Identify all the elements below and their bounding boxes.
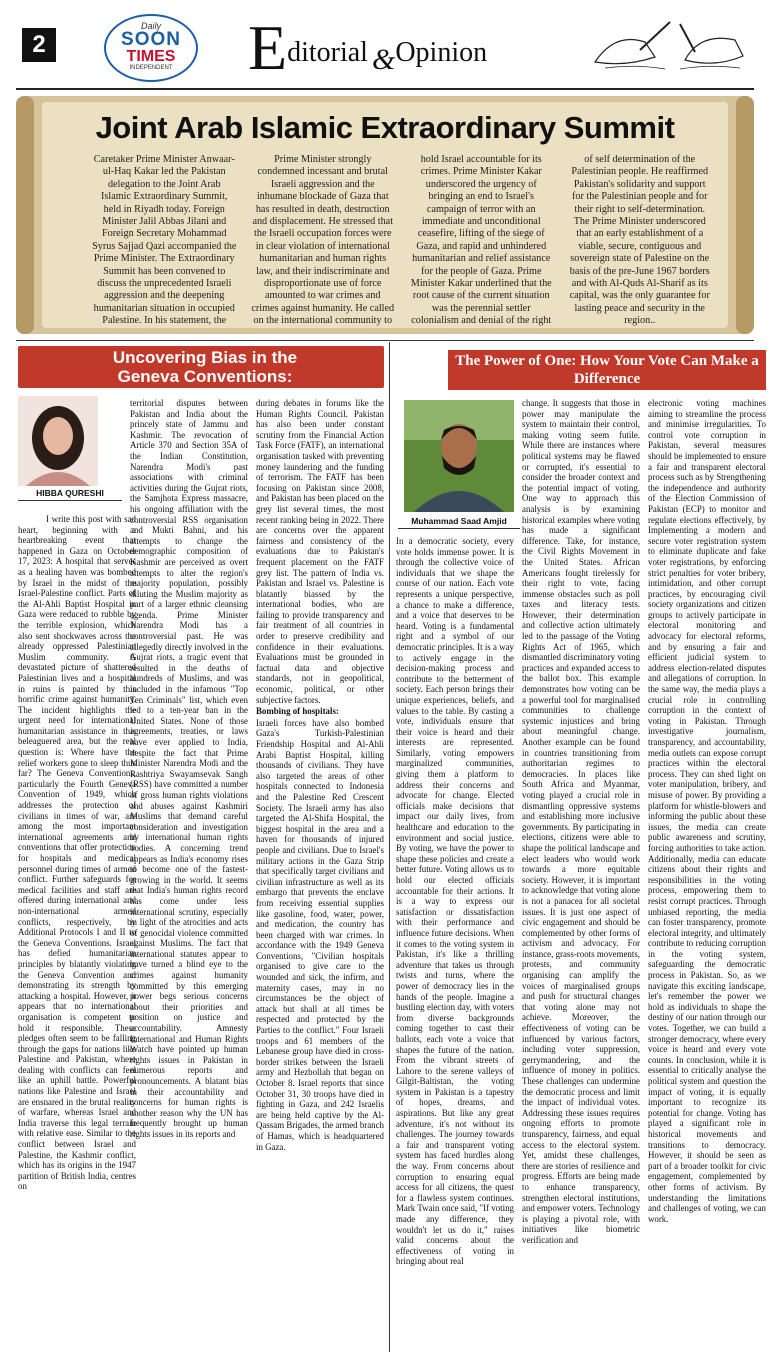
section-title-ampersand: & [371, 43, 396, 76]
author-name: Muhammad Saad Amjid [398, 516, 520, 529]
writing-hands-icon [585, 12, 750, 72]
logo-times: TIMES [126, 48, 176, 65]
author-photo [404, 400, 514, 512]
right-article-text-2: change. It suggests that those in power may manipulate the system to maintain their control, making voting seem futile. While there are instances where political systems may be flawed or corrupted, it's essential to consider the broader context and the potential impact of voting. One way to approach this analysis is by examining historical examples where voting has made a significant difference. Take, for instance, the Civil Rights Movement in the United States. African Americans fought tirelessly for their right to vote, facing immense obstacles such as poll taxes and literacy tests. However, their determination and collective action ultimately led to the passage of the Voting Rights Act of 1965, which dismantled discriminatory voting practices and expanded access to the ballot box. This example demonstrates how voting can be a powerful tool for marginalised communities to challenge systemic injustices and bring about meaningful change. Another example can be found in countries transitioning from authoritarian regimes to democracies. In places like South Africa and Myanmar, voting played a crucial role in dismantling oppressive systems and establishing more inclusive governments. By participating in elections, citizens were able to shape the political landscape and elect leaders who would work towards a more equitable society. However, it is important to acknowledge that voting alone is not a panacea for all societal issues. It is just one aspect of civic engagement and should be complemented by other forms of activism and advocacy. For instance, grass-roots movements, protests, and community organising can amplify the voices of marginalised groups and push for structural changes that voting alone may not achieve. Moreover, the effectiveness of voting can be influenced by various factors, including voter suppression, gerrymandering, and the influence of money in politics. These challenges can undermine the democratic process and limit the impact of individual votes. Addressing these issues requires ongoing efforts to promote transparency, fairness, and equal access to the electoral system. Yet, amidst these challenges, there are stories of resilience and progress. Efforts are being made to enhance transparency, strengthen electoral institutions, and empower voters. Technology is playing a pivotal role, with initiatives like biometric verification and [522, 398, 640, 1245]
left-article-column-1 [18, 514, 136, 1352]
newspaper-logo[interactable] [104, 14, 198, 82]
left-article-text-2: territorial disputes between Pakistan and India about the princely state of Jammu and Kashmir. The revocation of Article 370 and Section 35A of the Indian Constitution, Narendra Modi's past associations with criminal activities during the Gujrat riots, the Samjhota Express massacre, his ongoing affiliation with the controversial RSS organisation and Mukti Bahni, and his attempts to change the demographic composition of Kashmir are perceived as overt attempts to alter the region's majority population, possibly diluting the Muslim majority as part of a larger ethnic cleansing agenda. Prime Minister Narendra Modi has a controversial past. He was allegedly directly involved in the Gujrat riots, a tragic event that resulted in the deaths of hundreds of Muslims, and was included in the infamous "Top Ten Criminals" list, which even led to a ten-year ban in the United States. None of those agreements, treaties, or laws have ever applied to India, despite the fact that Prime Minister Narendra Modi and the Rashtriya Swayamsevak Sangh (RSS) have committed a number of gross human rights violations and abuses against Kashmiri Muslims that demand careful consideration and investigation by international human rights bodies. A concerning trend appears as India's economy rises to become one of the fastest-growing in the world. It seems that India's human rights record has come under less international scrutiny, especially in light of the atrocities and acts of genocidal violence committed against Muslims. The fact that international statutes appear to have turned a blind eye to the crimes against humanity committed by this emerging power begs serious concerns about their priorities and position on justice and accountability. Amnesty International and Human Rights Watch have pointed up human rights issues in Pakistan in numerous reports and pronouncements. A blatant bias in their accountability and concerns for human rights is another reason why the UN has frequently brought up human rights issues in its reports and [130, 398, 248, 1139]
right-article-column-1 [396, 536, 514, 1352]
header-rule [16, 88, 754, 90]
section-title-editorial: ditorial [287, 37, 368, 68]
right-article-title: The Power of One: How Your Vote Can Make a Difference [455, 353, 759, 387]
right-article-column-3 [648, 398, 766, 1352]
author-portrait-icon [404, 400, 514, 512]
left-article-column-2 [130, 398, 248, 1352]
left-article-title: Uncovering Bias in the Geneva Conventions: [112, 348, 298, 386]
author-name: HIBBA QURESHI [18, 488, 122, 501]
logo-subtitle: INDEPENDENT [129, 65, 173, 71]
left-article-text-1: I write this post with sad heart, beginning with a heartbreaking event that happened in Gaza on October 17, 2023: A hospital that serves as a healing haven was bombed by Israel in the midst of the Israel-Palestine conflict. Parts of the Al-Ahli Baptist Hospital in Gaza were reduced to rubble by the terrible explosion, which also sent shockwaves across the already oppressed Palestinian Muslim community. A devastated picture of shattered Palestinian lives and a hospital in ruins is painted by this horrific crime against humanity. The incident highlights the urgent need for international humanitarian assistance in this beleaguered area, but the real question is: Where have the relief workers gone to sleep thus far? The Geneva Conventions, particularly the Fourth Geneva Convention of 1949, which addresses the protection of civilians in times of war, are among the most important international agreements and conventions that offer protection for hospitals and medical personnel during times of armed conflict. Further safeguards for medical facilities and staff are offered during international and non-international armed conflicts, respectively, by Additional Protocols I and II to the Geneva Conventions. Israel has defied humanitarian principles by blatantly violating the Geneva Convention and demonstrating its strength by attacking a hospital. However, it appears that no international organisation is competent to hold it responsible. These pledges often seem to be falling through the gaps for nations like Palestine and Pakistan, where dealing with conflicts can feel like an uphill battle. Powerful nations like Palestine and Israel are ensnared in the brutal reality of warfare, whereas Israel and India traverse this legal terrain with relative ease. Similar to the conflict between Israel and Palestine, the Kashmir conflict, which has its origins in the 1947 partition of British India, centres on [18, 514, 136, 1192]
page-number: 2 [22, 28, 56, 62]
subheading-bombing: Bombing of hospitals: [256, 706, 339, 717]
logo-daily: Daily [140, 21, 161, 31]
left-article-banner [18, 346, 384, 388]
section-divider [16, 340, 754, 341]
right-article-text-3: electronic voting machines aiming to streamline the process and minimise irregularities. To control vote corruption in Pakistan, several measures should be implemented to ensure a fair and transparent electoral process such as by Strengthening the independence and authority of the Election Commission of Pakistan (ECP) to monitor and regulate elections effectively, by Implementing a modern and secure voter registration system to eliminate duplicate and fake voter registrations, by enforcing strict penalties for voter bribery, intimidation, and other corrupt practices, by encouraging civil society organizations and citizen groups to actively participate in electoral monitoring and advocacy for electoral reforms, and by ensuring a fair and efficient judicial system to address election-related disputes and allegations of corruption. In the same way, the media plays a crucial role in controlling corruption in the context of voting in Pakistan. Through investigative journalism, transparency, and accountability, media outlets can expose corrupt practices within the electoral process. They can shed light on voter manipulation, bribery, and misuse of power. By providing a platform for whistle-blowers and informing the public about these issues, the media can create public awareness and scrutiny, forcing authorities to take action. Additionally, media can educate citizens about their rights and responsibilities in the voting process, empowering them to resist corrupt practices. Through unbiased reporting, the media can foster transparency, promote electoral integrity, and ultimately contribute to reducing corruption in the voting system, safeguarding the democratic process in Pakistan. So, as we navigate this exciting landscape, let's remember the power we hold as individuals to shape the destiny of our nation through our votes. Together, we can build a stronger democracy, where every voice is heard and every vote counts. In conclusion, while it is essential to critically analyse the political system and question the impact of voting, it is equally important to recognize its potential for change. Voting has played a significant role in historical movements and transitions to democracy. However, it should be seen as part of a broader toolkit for civic engagement, complemented by other forms of activism. By understanding the limitations and challenges of voting, we can work. [648, 398, 766, 1224]
editorial-scroll [20, 96, 750, 334]
author-portrait-icon [18, 396, 98, 486]
section-title [248, 8, 487, 88]
editorial-headline: Joint Arab Islamic Extraordinary Summit [95, 110, 675, 145]
left-article-column-3 [256, 398, 384, 1352]
editorial-body: Caretaker Prime Minister Anwaar-ul-Haq Kakar led the Pakistan delegation to the Joint Arab Islamic Extraordinary Summit, held in Riyadh today. Foreign Minister Jalil Abbas Jilani and Foreign Secretary Mohammad Syrus Sajjad Qazi accompanied the Prime Minister. The Extraordinary Summit has been convened to discuss the unprecedented Israeli aggression and the deepening humanitarian situation in occupied Palestine. In his statement, the Prime Minister strongly condemned incessant and brutal Israeli aggression and the inhumane blockade of Gaza that has resulted in death, destruction and displacement. He stressed that the Israeli occupation forces were in clear violation of international humanitarian and human rights law, and their indiscriminate and disproportionate use of force amounted to war crimes and crimes against humanity. He called on the international community to hold Israel accountable for its crimes. Prime Minister Kakar underscored the urgency of bringing an end to Israel's campaign of terror with an immediate and unconditional ceasefire, lifting of the siege of Gaza, and rapid and unhindered humanitarian and relief assistance for the people of Gaza. Prime Minister Kakar underlined that the root cause of the current situation was the perennial settler colonialism and denial of the right of self determination of the Palestinian people. He reaffirmed Pakistan's solidarity and support for the Palestinian people and for their right to self-determination. The Prime Minister underscored that an early establishment of a viable, secure, contiguous and sovereign state of Palestine on the basis of the pre-June 1967 borders and with Al-Quds Al-Sharif as its capital, was the only guarantee for lasting peace and security in the region.. [92, 154, 710, 327]
author-photo [18, 396, 98, 486]
section-title-opinion: Opinion [395, 37, 488, 68]
column-divider [389, 342, 390, 1352]
left-article-text-3a: during debates in forums like the Human Rights Council. Pakistan has also been under constant scrutiny from the Financial Action Task Force (FATF), an international organisation tasked with preventing money laundering and the funding of terrorism. The FATF has been focusing on Pakistan since 2008, and Pakistan has been placed on the grey list several times, the most recent ranking being in 2022. There are concerns over the apparent fairness and consistency of the evaluations due to Pakistan's frequent placement on the FATF grey list. The pattern of India vs. Pakistan and Israel vs. Palestine is blatantly biassed by the international bodies, who are failing to provide transparency and fair treatment of all countries in order to preserve credibility and confidence in their evaluations. Evaluations must be grounded in factual data and objective standards, not in geopolitical, economic, political, or other subjective factors. [256, 398, 384, 705]
right-article-column-2 [522, 398, 640, 1352]
logo-soon: SOON [121, 29, 181, 50]
right-article-banner [448, 350, 766, 390]
left-article-text-3b: Israeli forces have also bombed Gaza's Turkish-Palestinian Friendship Hospital and Al-Ahli Arabi Baptist Hospital, killing thousands of civilians. They have also targeted the areas of other hospitals connected to Indonesia and the Palestine Red Crescent Society. The Israeli army has also targeted the Al-Shifa Hospital, the biggest hospital in the area and a haven for thousands of injured people and civilians. Due to Israel's military actions in the Gaza Strip that specifically target civilians and civilian infrastructure as well as its embargo that prevents the enclave from receiving essential supplies like gasoline, food, water, power, and medication, the country has been charged with war crimes. In accordance with the 1949 Geneva Conventions, "Civilian hospitals organised to give care to the wounded and sick, the infirm, and maternity cases, may in no circumstances be the object of attack but shall at all times be respected and protected by the Parties to the conflict." Four Israeli troops and 61 members of the Lebanese group have died in cross-border strikes between the Israeli army and Hezbollah that began on October 8. Israel reports that since October 31, 30 troops have died in fighting in Gaza, and 242 Israelis are being held captive by the Al-Qassam Brigades, the armed branch of Hamas, which is headquartered in Gaza. [256, 717, 384, 1152]
section-title-initial: E [248, 12, 288, 83]
right-article-text-1: In a democratic society, every vote holds immense power. It is through the collective voice of individuals that we shape the course of our nation. Each vote represents a unique perspective, a chance to make a difference, and a voice that deserves to be heard. Voting is a fundamental right and a symbol of our democratic principles. It is a way to actively engage in the decision-making process and contribute to the betterment of society. Each person brings their unique experiences, beliefs, and values to the table. By casting a vote, individuals ensure that their voice is heard and their interests are represented. Similarly, voting empowers marginalized communities, giving them a platform to address their concerns and advocate for change. Elected officials make decisions that impact our daily lives, from healthcare and education to the environment and social justice. By voting, we have the power to shape these policies and create a better future. Voting allows us to hold our elected officials accountable for their actions. It is a way to express our satisfaction or dissatisfaction with their performance and influence future decisions. When it comes to the voting system in Pakistan, it's like a thrilling adventure that takes us through twists and turns, where the power of democracy lies in the hands of the people. Imagine a bustling election day, with voters from diverse backgrounds coming together to cast their ballots, each vote a voice that shapes the future of the nation. From the vibrant streets of Lahore to the serene valleys of Gilgit-Baltistan, the voting system in Pakistan is a tapestry of hopes, dreams, and aspirations. But like any great adventure, it's not without its challenges. The journey towards a fair and transparent voting system has faced hurdles along the way. From concerns about corruption to ensuring equal access for all citizens, the quest for a flawless system continues. Mark Twain once said, "If voting made any difference, they wouldn't let us do it," raises valid concerns about the effectiveness of voting in bringing about real [396, 536, 514, 1267]
